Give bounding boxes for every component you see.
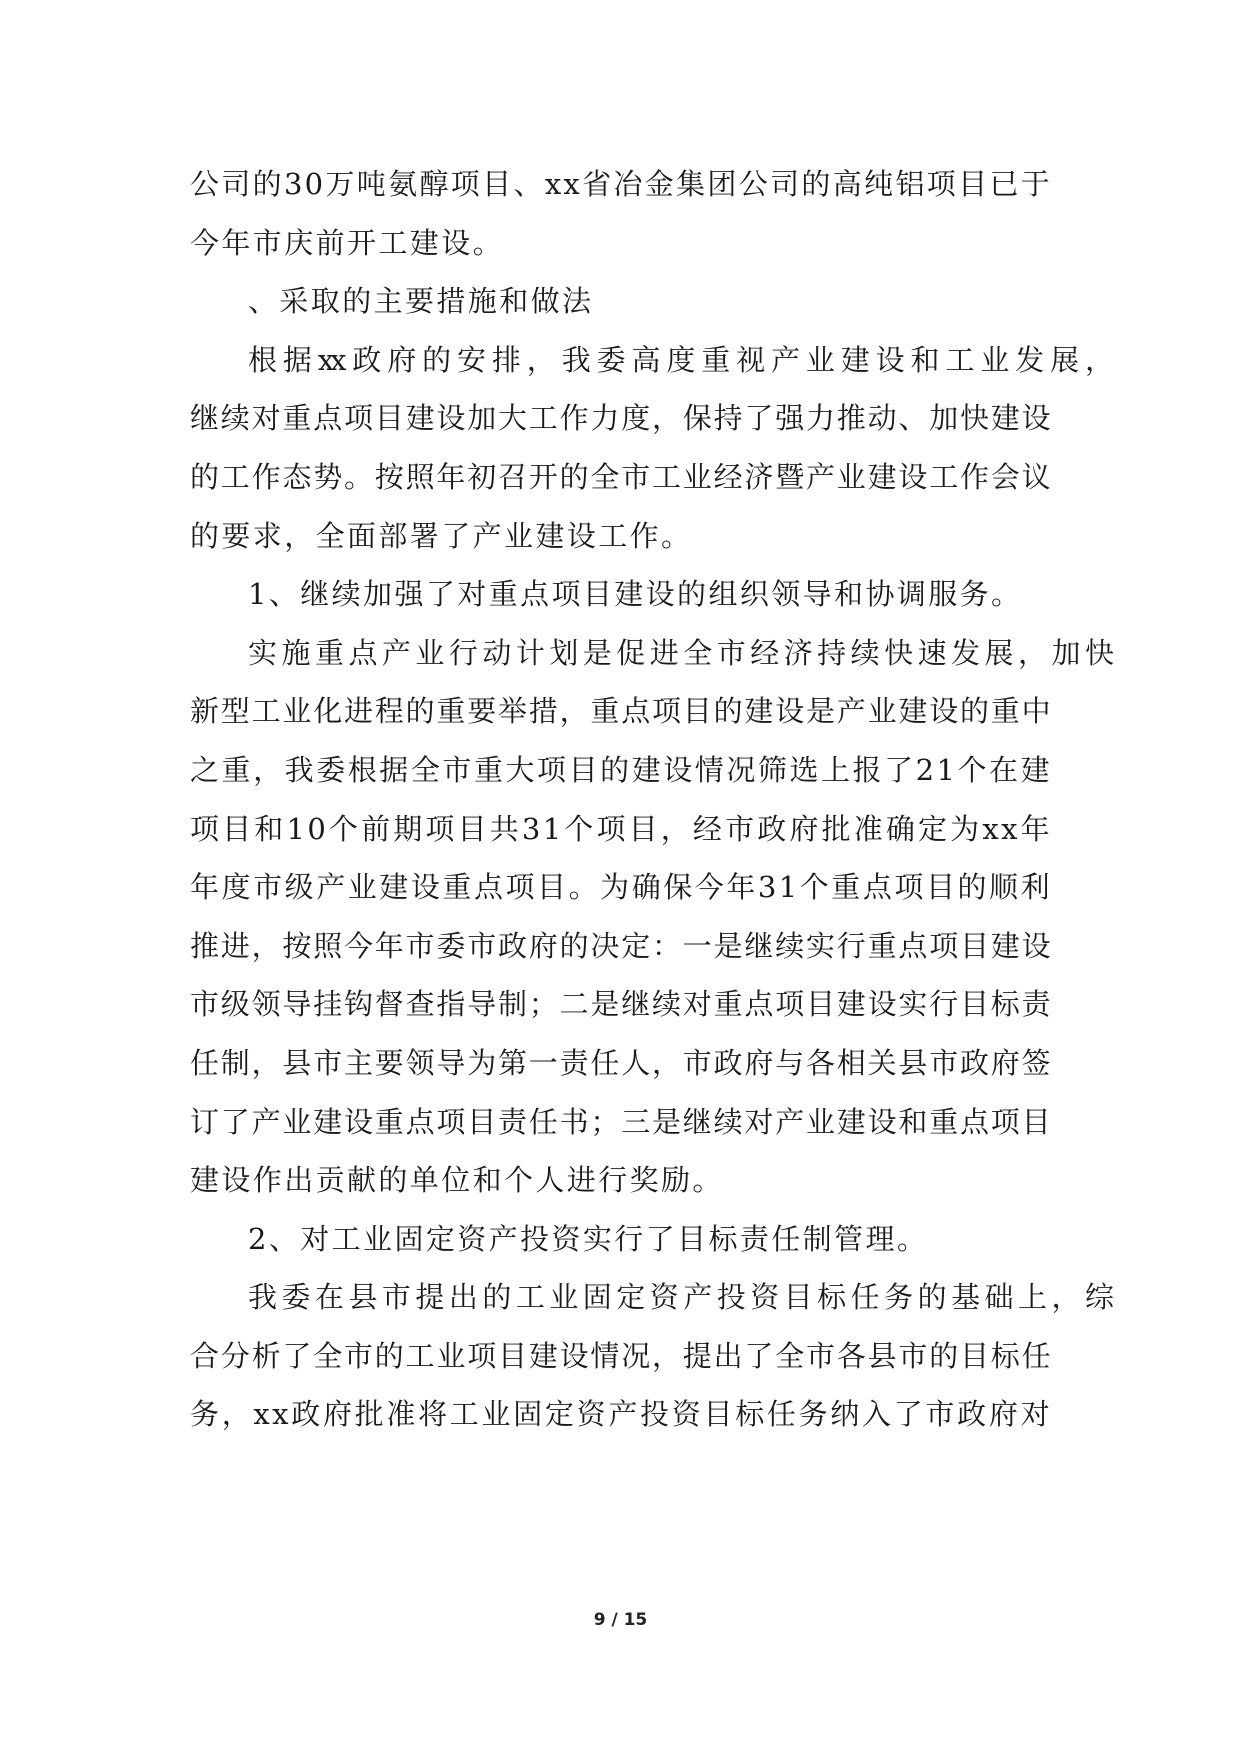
text-line-9: 实施重点产业行动计划是促进全市经济持续快速发展，加快	[248, 635, 1110, 670]
text-line-2: 今年市庆前开工建设。	[190, 225, 505, 260]
text-line-14: 推进，按照今年市委市政府的决定：一是继续实行重点项目建设	[190, 928, 1053, 963]
text-line-5: 继续对重点项目建设加大工作力度，保持了强力推动、加快建设	[190, 401, 1053, 436]
page-number: 9 / 15	[593, 1610, 648, 1630]
text-line-16: 任制，县市主要领导为第一责任人，市政府与各相关县市政府签	[190, 1045, 1053, 1080]
text-line-21: 合分析了全市的工业项目建设情况，提出了全市各县市的目标任	[190, 1338, 1053, 1373]
text-line-13: 年度市级产业建设重点项目。为确保今年31个重点项目的顺利	[190, 870, 1052, 905]
subheading-2: 2、对工业固定资产投资实行了目标责任制管理。	[248, 1221, 929, 1256]
text-line-7: 的要求，全面部署了产业建设工作。	[190, 518, 693, 553]
text-line-15: 市级领导挂钩督查指导制；二是继续对重点项目建设实行目标责	[190, 987, 1053, 1022]
text-line-10: 新型工业化进程的重要举措，重点项目的建设是产业建设的重中	[190, 694, 1053, 729]
section-heading: 、采取的主要措施和做法	[248, 284, 594, 319]
document-body	[190, 155, 1110, 1444]
text-line-1: 公司的30万吨氨醇项目、xx省冶金集团公司的高纯铝项目已于	[190, 167, 1052, 201]
text-line-4: 根据xx政府的安排，我委高度重视产业建设和工业发展，	[248, 342, 1110, 377]
text-line-6: 的工作态势。按照年初召开的全市工业经济暨产业建设工作会议	[190, 459, 1053, 494]
text-line-11: 之重，我委根据全市重大项目的建设情况筛选上报了21个在建	[190, 752, 1052, 787]
text-line-20: 我委在县市提出的工业固定资产投资目标任务的基础上，综	[248, 1280, 1110, 1315]
text-line-22: 务，xx政府批准将工业固定资产投资目标任务纳入了市政府对	[190, 1397, 1052, 1432]
text-line-17: 订了产业建设重点项目责任书；三是继续对产业建设和重点项目	[190, 1104, 1053, 1139]
text-line-12: 项目和10个前期项目共31个项目，经市政府批准确定为xx年	[190, 811, 1052, 846]
text-line-18: 建设作出贡献的单位和个人进行奖励。	[190, 1163, 724, 1198]
subheading-1: 1、继续加强了对重点项目建设的组织领导和协调服务。	[248, 577, 1023, 612]
